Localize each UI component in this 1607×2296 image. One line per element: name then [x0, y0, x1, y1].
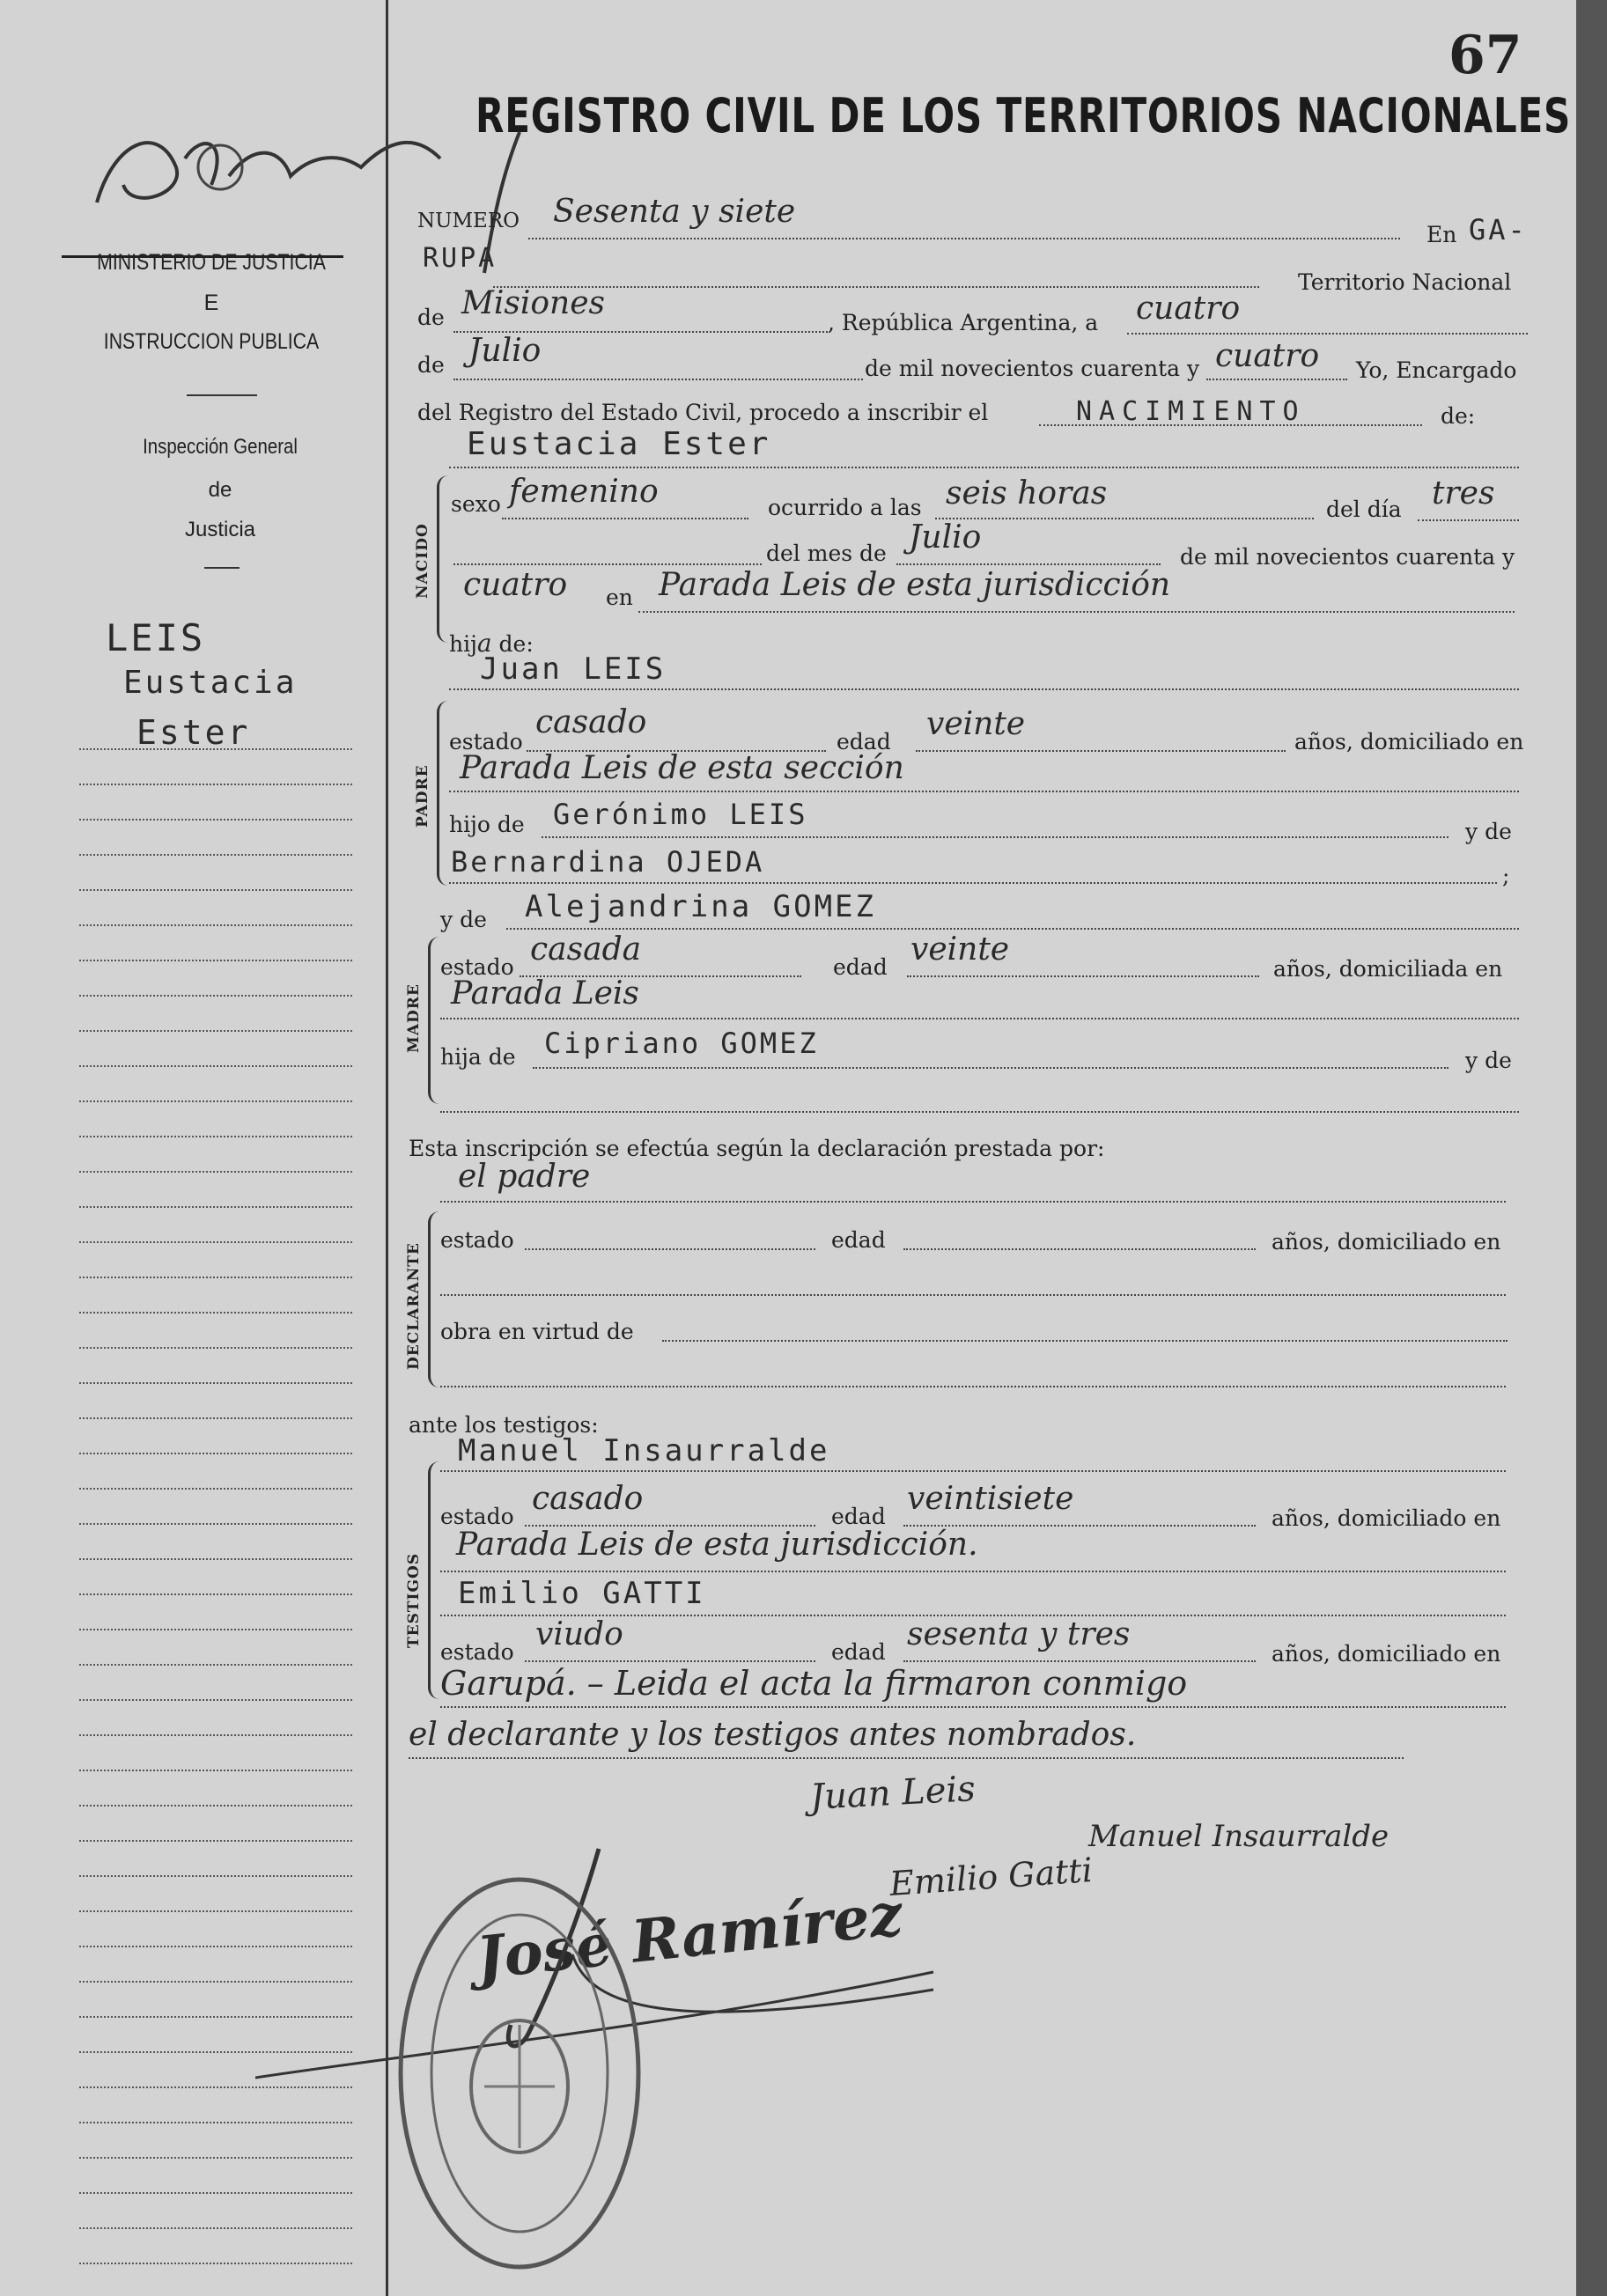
ministry-line2: E — [203, 291, 219, 315]
inspection-line1: Inspección General — [143, 435, 298, 459]
margin-ruled-line — [79, 1699, 352, 1701]
hora-line — [935, 518, 1314, 519]
testigos-side-label: TESTIGOS — [405, 1552, 423, 1648]
margin-given-name1: Eustacia — [123, 665, 298, 701]
madre-edad-label: edad — [833, 954, 888, 980]
madre-edad-value: veinte — [910, 931, 1010, 968]
signature-registrar: José Ramírez — [473, 1879, 906, 1993]
hora-value: seis horas — [946, 475, 1108, 511]
testigo1-estado-label: estado — [440, 1504, 514, 1529]
nacido-mes-value: Julio — [909, 519, 982, 556]
declarante-edad-label: edad — [831, 1227, 886, 1253]
testigo2-edad-line — [903, 1660, 1256, 1662]
margin-ruled-line — [79, 1734, 352, 1736]
dia-value: cuatro — [1136, 291, 1241, 327]
madre-de-padre-line — [449, 882, 1497, 884]
page-number: 67 — [1449, 25, 1522, 86]
padre-brace — [437, 701, 448, 886]
padre-domicilio: Parada Leis de esta sección — [460, 750, 904, 786]
testigo2-estado-line — [525, 1660, 815, 1662]
padre-nombre: Juan LEIS — [480, 651, 667, 687]
madre-hija-de-label: hija de — [440, 1044, 516, 1070]
margin-ruled-line — [79, 2227, 352, 2229]
de-label-1: de — [417, 305, 445, 330]
testigo1-nombre: Manuel Insaurralde — [458, 1433, 830, 1468]
sexo-value: femenino — [509, 474, 659, 510]
acto-value: NACIMIENTO — [1076, 396, 1306, 427]
margin-ruled-line — [79, 1312, 352, 1314]
en-label-2: en — [606, 585, 633, 610]
blank-line — [453, 563, 762, 565]
madre-edad-line — [907, 975, 1259, 977]
margin-ruled-line — [79, 1770, 352, 1771]
signature-emilio-gatti: Emilio Gatti — [888, 1851, 1095, 1903]
madre-anios-label: años, domiciliada en — [1273, 956, 1503, 982]
margin-ruled-line — [79, 819, 352, 821]
margin-ruled-line — [79, 2122, 352, 2123]
margin-ruled-line — [79, 2263, 352, 2264]
yo-label: Yo, Encargado — [1356, 357, 1517, 383]
declarante-side-label: DECLARANTE — [405, 1242, 423, 1370]
closing-line-2-rule — [409, 1757, 1404, 1759]
margin-ruled-line — [79, 1206, 352, 1208]
numero-value: Sesenta y siete — [553, 194, 796, 230]
declarante-value: el padre — [458, 1159, 591, 1195]
hijo-de: de: — [498, 631, 534, 657]
madre-brace — [428, 937, 439, 1104]
territorio-value: Misiones — [461, 285, 606, 321]
declarante-domicilio-line — [440, 1294, 1506, 1296]
padre-nombre-line — [449, 688, 1519, 690]
testigo2-estado: viudo — [535, 1616, 623, 1652]
declarante-obra-line — [662, 1340, 1507, 1342]
margin-ruled-line — [79, 1664, 352, 1666]
margin-dash — [204, 567, 240, 569]
margin-ruled-line — [79, 1629, 352, 1630]
margin-ruled-line — [79, 1488, 352, 1490]
padre-edad-value: veinte — [926, 706, 1026, 742]
closing-line-1-rule — [440, 1706, 1506, 1708]
madre-estado-label: estado — [440, 954, 514, 980]
mes-line — [453, 379, 863, 380]
margin-ruled-line — [79, 1347, 352, 1349]
declarante-value-line — [440, 1201, 1506, 1203]
margin-signature — [79, 106, 449, 229]
padre-anios-label: años, domiciliado en — [1294, 729, 1524, 754]
margin-ruled-line — [79, 1100, 352, 1102]
margin-ruled-line — [79, 854, 352, 856]
closing-line-1: Garupá. – Leida el acta la firmaron conmigo — [440, 1664, 1188, 1703]
declarante-anios-label: años, domiciliado en — [1272, 1229, 1501, 1255]
declarante-obra-line-2 — [440, 1386, 1506, 1387]
margin-ruled-line — [79, 1241, 352, 1243]
sexo-line — [502, 518, 748, 519]
nacido-anio-value: cuatro — [463, 567, 568, 603]
nombre-value: Eustacia Ester — [467, 426, 771, 462]
madre-side-label: MADRE — [405, 983, 423, 1053]
padre-y-de: y de — [1465, 819, 1512, 844]
padre-domicilio-line — [449, 791, 1519, 792]
testigo2-edad-label: edad — [831, 1639, 886, 1665]
de-label-2: de — [417, 352, 445, 378]
margin-ruled-line — [79, 1030, 352, 1032]
en-value-2: RUPA — [423, 243, 498, 274]
testigos-intro: ante los testigos: — [409, 1412, 599, 1438]
margin-ruled-line — [79, 1171, 352, 1173]
numero-label: NUMERO — [417, 210, 520, 232]
margin-ruled-line — [79, 1417, 352, 1419]
mil-label: de mil novecientos cuarenta y — [865, 356, 1200, 381]
declarante-estado-line — [525, 1248, 815, 1250]
padre-edad-line — [916, 750, 1286, 752]
madre-y-de-label: y de — [440, 907, 487, 932]
margin-ruled-line — [79, 1523, 352, 1525]
margin-ruled-line — [79, 2157, 352, 2159]
declarante-estado-label: estado — [440, 1227, 514, 1253]
mes-label: del mes de — [766, 541, 887, 566]
margin-ruled-line — [79, 889, 352, 891]
lugar-line — [638, 611, 1515, 613]
declarante-intro: Esta inscripción se efectúa según la declaración prestada por: — [409, 1136, 1105, 1161]
registro-label: del Registro del Estado Civil, procedo a inscribir el — [417, 400, 989, 425]
padre-de-madre-line — [533, 1067, 1449, 1069]
margin-surname: LEIS — [106, 616, 206, 659]
dia-line — [1127, 333, 1528, 335]
page-title: REGISTRO CIVIL DE LOS TERRITORIOS NACIONALES — [475, 88, 1572, 144]
margin-ruled-line — [79, 1805, 352, 1807]
nombre-line — [449, 467, 1519, 468]
padre-semicolon: ; — [1502, 863, 1510, 888]
margin-ruled-line — [79, 1065, 352, 1067]
madre-domicilio: Parada Leis — [451, 975, 639, 1012]
nacido-brace — [437, 475, 448, 643]
margin-ruled-line — [79, 1558, 352, 1560]
padre-estado-label: estado — [449, 729, 523, 754]
padre-hijo-de-label: hijo de — [449, 812, 525, 837]
nacido-mil-label: de mil novecientos cuarenta y — [1180, 544, 1515, 570]
padre-de-padre-line — [542, 836, 1449, 838]
ministry-line3: INSTRUCCION PUBLICA — [103, 329, 320, 354]
padre-side-label: PADRE — [414, 764, 431, 828]
numero-line — [528, 238, 1400, 239]
testigo2-estado-label: estado — [440, 1639, 514, 1665]
anio-line — [1206, 379, 1347, 380]
dia-line-2 — [1418, 519, 1519, 521]
signature-manuel-insaurralde: Manuel Insaurralde — [1088, 1819, 1390, 1854]
testigo1-anios-label: años, domiciliado en — [1272, 1505, 1501, 1531]
republica-label: , República Argentina, a — [828, 310, 1099, 335]
inspection-line3: Justicia — [184, 518, 256, 541]
en-label: En — [1426, 222, 1457, 247]
margin-ruled-line — [79, 1277, 352, 1278]
declarante-obra-label: obra en virtud de — [440, 1319, 634, 1344]
rupa-line — [493, 286, 1259, 288]
testigos-brace — [428, 1461, 439, 1699]
ocurrido-label: ocurrido a las — [768, 495, 922, 520]
nacido-side-label: NACIDO — [414, 523, 431, 599]
book-edge — [1576, 0, 1607, 2296]
lugar-value: Parada Leis de esta jurisdicción — [659, 567, 1171, 603]
closing-line-2: el declarante y los testigos antes nombrados. — [409, 1717, 1137, 1753]
nacido-dia-value: tres — [1432, 475, 1495, 511]
margin-ruled-line — [79, 2192, 352, 2194]
declarante-edad-line — [903, 1248, 1256, 1250]
margin-ruled-line — [79, 784, 352, 785]
padre-estado-value: casado — [535, 704, 647, 740]
nacido-mes-line — [896, 563, 1161, 565]
madre-nombre-line — [506, 928, 1519, 930]
margin-ruled-line — [79, 1382, 352, 1384]
sexo-label: sexo — [451, 491, 501, 517]
margin-ruled-line — [79, 960, 352, 961]
testigo1-edad-label: edad — [831, 1504, 886, 1529]
testigo2-nombre: Emilio GATTI — [458, 1576, 706, 1611]
testigo1-edad: veintisiete — [907, 1481, 1074, 1517]
padre-de-padre: Gerónimo LEIS — [553, 798, 808, 831]
de-colon: de: — [1441, 403, 1476, 429]
testigo1-domicilio: Parada Leis de esta jurisdicción. — [456, 1527, 978, 1563]
margin-ruled-line — [79, 1136, 352, 1137]
ministry-line1: MINISTERIO DE JUSTICIA — [97, 250, 326, 275]
madre-blank-line — [440, 1111, 1519, 1113]
anio-value: cuatro — [1215, 338, 1320, 374]
en-value-1: GA- — [1469, 213, 1528, 247]
madre-estado-value: casada — [530, 931, 642, 968]
padre-edad-label: edad — [837, 729, 891, 754]
margin-given-name2: Ester — [136, 713, 251, 752]
margin-ruled-line — [79, 748, 352, 750]
madre-nombre: Alejandrina GOMEZ — [525, 889, 876, 924]
signature-juan-leis: Juan Leis — [808, 1769, 977, 1818]
madre-de-padre: Bernardina OJEDA — [451, 845, 765, 879]
testigo2-anios-label: años, domiciliado en — [1272, 1641, 1501, 1667]
mes-value: Julio — [468, 333, 542, 369]
testigo1-estado: casado — [532, 1481, 644, 1517]
testigo1-nombre-line — [440, 1470, 1506, 1472]
margin-ruled-line — [79, 1593, 352, 1595]
madre-domicilio-line — [440, 1018, 1519, 1019]
declarante-brace — [428, 1211, 439, 1387]
margin-ruled-line — [79, 924, 352, 926]
madre-y-de: y de — [1465, 1048, 1512, 1073]
hijo-label: hij — [449, 631, 477, 657]
margin-short-rule — [187, 394, 257, 396]
testigo1-domicilio-line — [440, 1571, 1506, 1572]
testigo2-edad: sesenta y tres — [907, 1616, 1131, 1652]
inspection-line2: de — [208, 478, 232, 502]
official-stamp-seal — [387, 1866, 652, 2280]
margin-ruled-line — [79, 995, 352, 997]
hijo-suffix: a — [476, 629, 492, 658]
padre-de-madre: Cipriano GOMEZ — [544, 1027, 819, 1060]
margin-ruled-line — [79, 1453, 352, 1454]
territorio-label: Territorio Nacional — [1298, 269, 1512, 295]
del-dia-label: del día — [1326, 497, 1402, 522]
